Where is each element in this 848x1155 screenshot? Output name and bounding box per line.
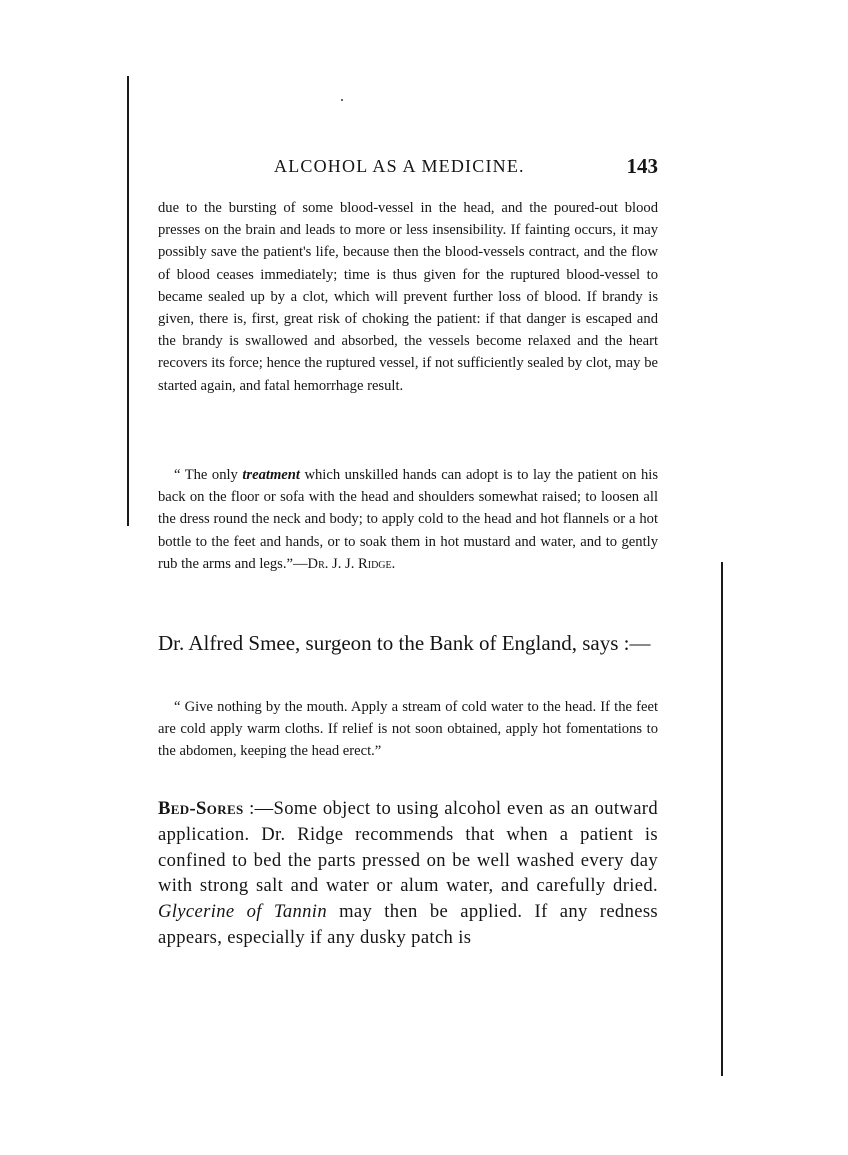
treatment-emphasis: treatment bbox=[242, 467, 300, 483]
treatment-attribution: Dr. J. J. Ridge. bbox=[307, 555, 396, 572]
smee-quote-text: “ Give nothing by the mouth. Apply a stream of cold water to the head. If the feet are cold apply warm cloths. If relief is not soon obtained, apply hot fomentations to the abdomen, keeping the head erect.” bbox=[158, 699, 658, 760]
paragraph-treatment bbox=[158, 464, 658, 575]
smee-lead bbox=[158, 630, 658, 657]
paragraph-smee-quote bbox=[158, 696, 658, 763]
bed-sores-text-1: :—Some object to using alcohol even as an outward application. Dr. Ridge recommends that when a patient is confined to bed the parts pressed on be well washed every day with strong salt and water or alum water, and carefully dried. bbox=[158, 798, 658, 897]
running-title: ALCOHOL AS A MEDICINE. bbox=[274, 156, 525, 176]
treatment-quote-open: “ The only bbox=[174, 467, 243, 483]
bed-sores-heading: Bed-Sores bbox=[158, 798, 244, 819]
treatment-text: which unskilled hands can adopt is to lay the patient on his back on the floor or sofa with the head and shoulders somewhat raised; to loosen all the dress round the neck and body; to apply cold to the head and hot flannels or a hot bottle to the feet and hands, or to soak them in hot mustard and water, and to gently rub the arms and legs.”— bbox=[158, 467, 658, 572]
paragraph-apoplexy bbox=[158, 197, 658, 397]
page-edge-left bbox=[127, 76, 129, 526]
paragraph-bed-sores bbox=[158, 796, 658, 951]
print-speck bbox=[341, 99, 343, 101]
running-header bbox=[158, 154, 658, 184]
page-edge-right bbox=[721, 562, 723, 1076]
glycerine-emphasis: Glycerine of Tannin bbox=[158, 901, 327, 923]
bed-sores-text-2: may then be applied. If any redness appears, especially if any dusky patch is bbox=[158, 901, 658, 948]
smee-lead-text: Dr. Alfred Smee, surgeon to the Bank of England, says :— bbox=[158, 631, 651, 655]
paragraph-apoplexy-text: due to the bursting of some blood-vessel in the head, and the poured-out blood presses on the brain and leads to more or less insensibility. If fainting occurs, it may possibly save the patient's life, because then the blood-vessels contract, and the flow of blood ceases immediately; time is thus given for the ruptured blood-vessel to became sealed up by a clot, which will prevent further loss of blood. If brandy is given, there is, first, great risk of choking the patient: if that danger is escaped and the brandy is swallowed and absorbed, the vessels become relaxed and the heart recovers its force; hence the ruptured vessel, if not sufficiently sealed by clot, may be started again, and fatal hemorrhage result. bbox=[158, 200, 658, 394]
page-number: 143 bbox=[626, 154, 658, 178]
